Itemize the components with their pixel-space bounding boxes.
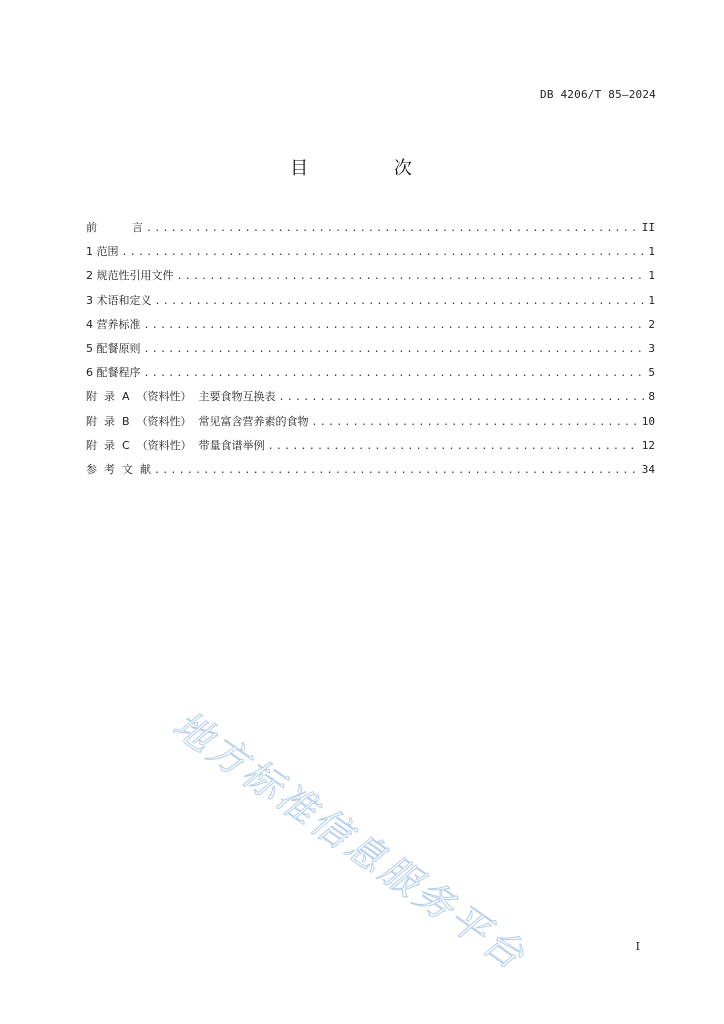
toc-leader-dots: [122, 241, 645, 265]
toc-leader-dots: [144, 362, 645, 386]
toc-entry-label: 3 术语和定义: [86, 293, 152, 307]
toc-entry-label: 参 考 文 献: [86, 462, 151, 476]
toc-leader-dots: [154, 459, 638, 483]
toc-leader-dots: [312, 411, 638, 435]
document-code: DB 4206/T 85—2024: [540, 88, 656, 101]
toc-entry-foreword[interactable]: [86, 216, 655, 240]
toc-entry-appendix-b[interactable]: [86, 410, 655, 434]
toc-entry-label: 4 营养标准: [86, 317, 141, 331]
toc-entry-label: 附 录 B （资料性） 常见富含营养素的食物: [86, 414, 309, 428]
toc-entry-page: 1: [648, 269, 655, 283]
toc-entry-page: 10: [641, 414, 655, 428]
table-of-contents: [86, 216, 655, 482]
toc-entry-label: 6 配餐程序: [86, 366, 141, 380]
toc-entry-label: 5 配餐原则: [86, 341, 141, 355]
toc-entry-scope[interactable]: [86, 240, 655, 264]
toc-entry-label: 前 言: [86, 221, 143, 234]
toc-entry-page: 3: [648, 341, 655, 355]
toc-entry-terms-definitions[interactable]: [86, 289, 655, 313]
toc-entry-page: 2: [648, 317, 655, 331]
toc-leader-dots: [144, 314, 645, 338]
toc-leader-dots: [144, 338, 645, 362]
page-number: I: [635, 940, 640, 953]
toc-entry-bibliography[interactable]: [86, 458, 655, 482]
toc-entry-label: 1 范围: [86, 245, 119, 259]
toc-entry-label: 2 规范性引用文件: [86, 269, 174, 283]
toc-entry-page: II: [641, 221, 655, 234]
toc-leader-dots: [155, 290, 645, 314]
toc-entry-page: 1: [648, 245, 655, 259]
toc-title: 目 次: [290, 158, 452, 179]
toc-entry-appendix-c[interactable]: [86, 434, 655, 458]
toc-entry-appendix-a[interactable]: [86, 385, 655, 409]
toc-entry-page: 12: [641, 438, 655, 452]
toc-entry-label: 附 录 C （资料性） 带量食谱举例: [86, 438, 265, 452]
toc-entry-page: 5: [648, 366, 655, 380]
toc-entry-meal-principles[interactable]: [86, 337, 655, 361]
toc-leader-dots: [146, 217, 638, 241]
toc-entry-normative-references[interactable]: [86, 264, 655, 288]
toc-entry-page: 34: [641, 462, 655, 476]
toc-leader-dots: [279, 386, 645, 410]
toc-entry-nutrition-standards[interactable]: [86, 313, 655, 337]
toc-leader-dots: [268, 435, 638, 459]
toc-entry-page: 1: [648, 293, 655, 307]
toc-entry-label: 附 录 A （资料性） 主要食物互换表: [86, 390, 276, 404]
toc-entry-page: 8: [648, 390, 655, 404]
watermark: 地方标准信息服务平台: [165, 702, 535, 980]
toc-entry-meal-procedure[interactable]: [86, 361, 655, 385]
toc-leader-dots: [177, 265, 645, 289]
